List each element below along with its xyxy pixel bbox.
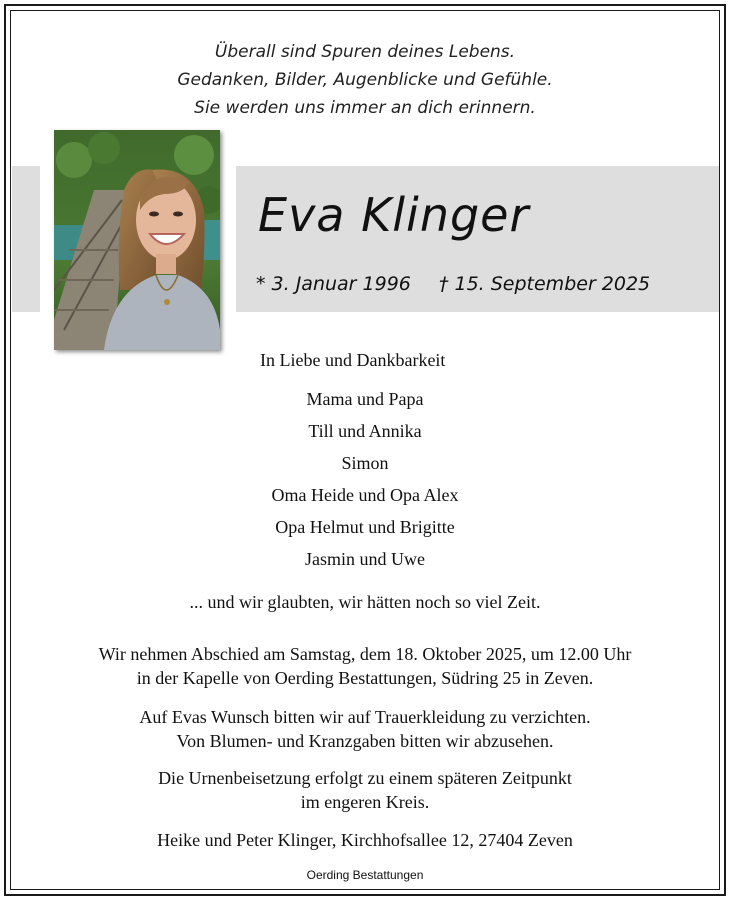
birth-date: * 3. Januar 1996 — [256, 273, 411, 295]
motto-line: Überall sind Spuren deines Lebens. — [214, 42, 516, 62]
farewell-line: Wir nehmen Abschied am Samstag, dem 18. Oktober 2025, um 12.00 Uhr — [98, 644, 632, 664]
farewell-line: in der Kapelle von Oerding Bestattungen, Südring 25 in Zeven. — [136, 668, 594, 688]
life-dates — [256, 273, 650, 295]
quote — [0, 590, 730, 614]
mourners-list — [180, 386, 550, 578]
death-date: † 15. September 2025 — [438, 273, 651, 295]
mourner-name: Jasmin und Uwe — [305, 549, 425, 569]
mourner-name: Oma Heide und Opa Alex — [271, 485, 459, 505]
quote-text: ... und wir glaubten, wir hätten noch so viel Zeit. — [189, 592, 541, 612]
contact-address — [0, 828, 730, 852]
mourners-intro: In Liebe und Dankbarkeit — [260, 350, 446, 370]
burial-info — [0, 766, 730, 814]
wishes-line: Von Blumen- und Kranzgaben bitten wir abzusehen. — [176, 731, 554, 751]
mourner-name: Mama und Papa — [306, 389, 424, 409]
burial-line: Die Urnenbeisetzung erfolgt zu einem späteren Zeitpunkt — [158, 768, 572, 788]
gray-band-left — [12, 166, 40, 312]
motto — [0, 38, 730, 122]
deceased-name: Eva Klinger — [258, 188, 530, 242]
burial-line: im engeren Kreis. — [300, 792, 430, 812]
motto-line: Sie werden uns immer an dich erinnern. — [194, 98, 536, 118]
motto-line: Gedanken, Bilder, Augenblicke und Gefühle. — [177, 70, 553, 90]
mourner-name: Till und Annika — [308, 421, 422, 441]
mourner-name: Simon — [341, 453, 389, 473]
wishes-info — [0, 705, 730, 753]
portrait-photo — [54, 130, 220, 350]
wishes-line: Auf Evas Wunsch bitten wir auf Trauerkleidung zu verzichten. — [139, 707, 591, 727]
funeral-home-credit: Oerding Bestattungen — [306, 868, 424, 882]
farewell-info — [0, 642, 730, 690]
mourner-name: Opa Helmut und Brigitte — [275, 517, 455, 537]
address-line: Heike und Peter Klinger, Kirchhofsallee 12, 27404 Zeven — [157, 830, 573, 850]
